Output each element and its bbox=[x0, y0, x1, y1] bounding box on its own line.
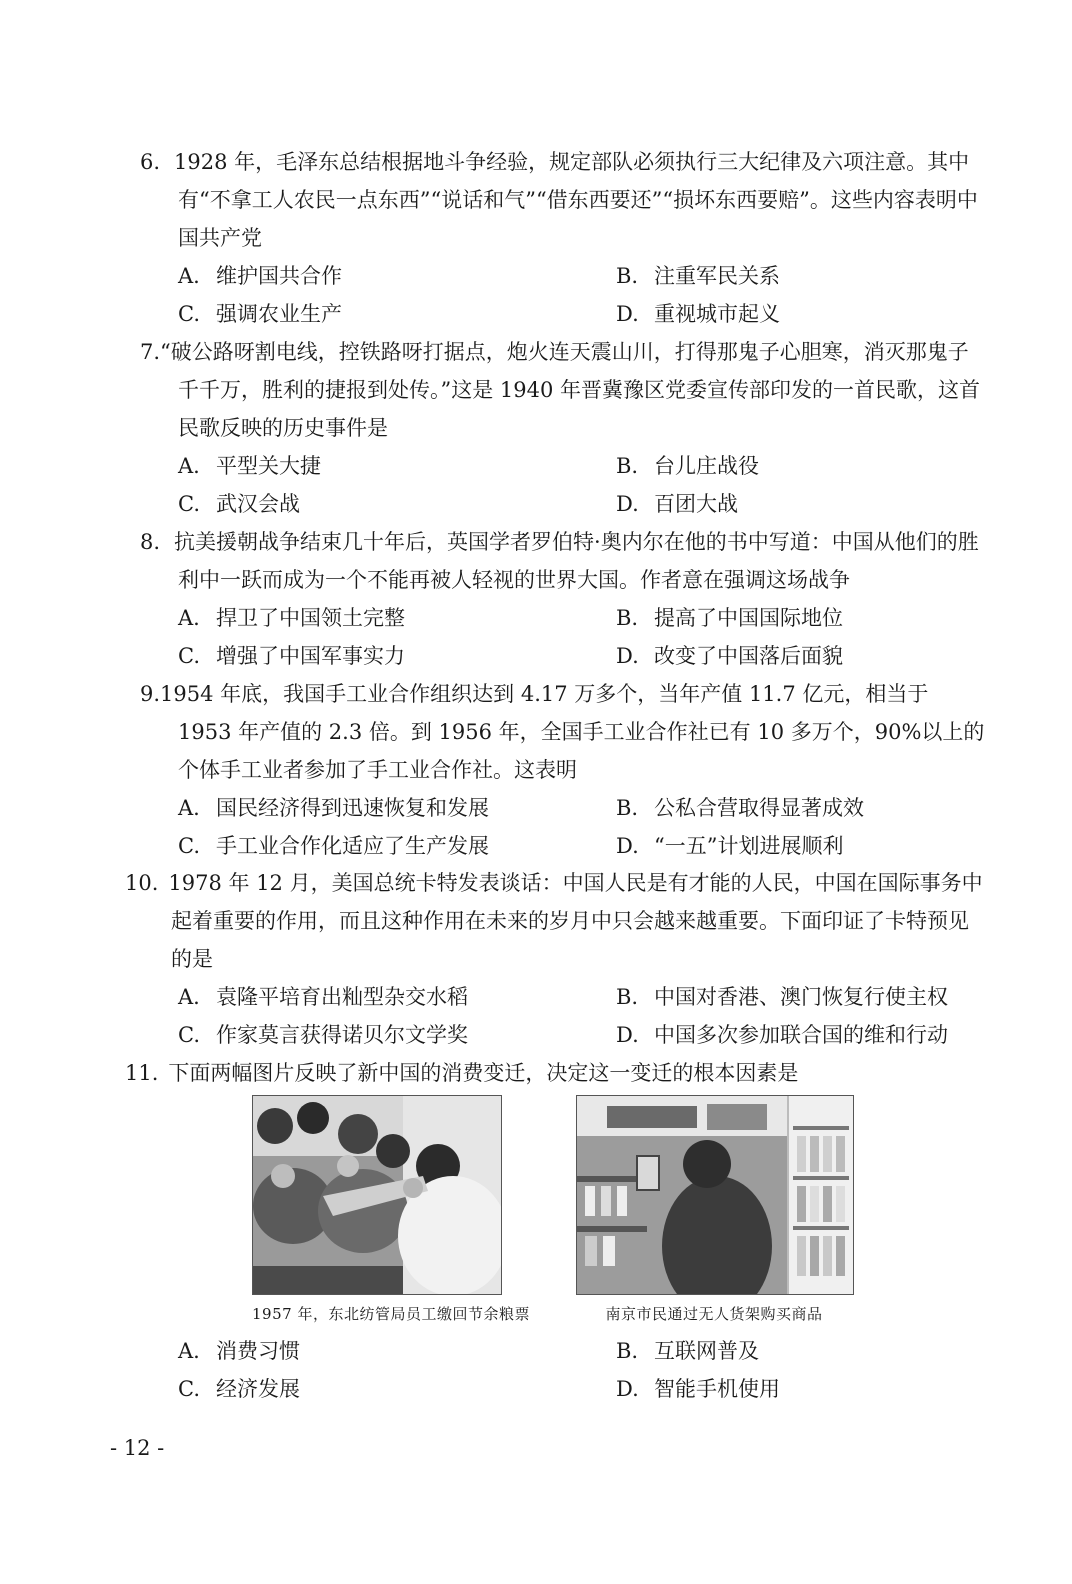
option-c[interactable]: C. 增强了中国军事实力 bbox=[178, 644, 405, 668]
figure-1 bbox=[252, 1095, 530, 1324]
question-stem: 1978 年 12 月，美国总统卡特发表谈话：中国人民是有才能的人民，中国在国际事务中起着重要的作用，而且这种作用在未来的岁月中只会越来越重要。下面印证了卡特预见的是 bbox=[168, 871, 983, 971]
figure-2 bbox=[576, 1095, 852, 1324]
question-number: 8. bbox=[140, 530, 161, 554]
option-a[interactable]: A. 袁隆平培育出籼型杂交水稻 bbox=[178, 985, 468, 1009]
question-number: 11. bbox=[125, 1061, 159, 1085]
question-number: 10. bbox=[125, 871, 159, 895]
figure-2-caption: 南京市民通过无人货架购买商品 bbox=[605, 1305, 823, 1323]
option-c[interactable]: C. 强调农业生产 bbox=[178, 302, 342, 326]
question-9 bbox=[140, 675, 985, 865]
question-11-options bbox=[125, 1332, 985, 1408]
options bbox=[140, 599, 985, 675]
question-stem: 1954 年底，我国手工业合作组织达到 4.17 万多个，当年产值 11.7 亿元，相当于 1953 年产值的 2.3 倍。到 1956 年，全国手工业合作社已有 10 多万个，90%以上的个体手工业者参加了手工业合作社。这表明 bbox=[160, 682, 985, 782]
option-c[interactable]: C. 武汉会战 bbox=[178, 492, 300, 516]
question-stem: 下面两幅图片反映了新中国的消费变迁，决定这一变迁的根本因素是 bbox=[168, 1061, 799, 1085]
option-b[interactable]: B. 中国对香港、澳门恢复行使主权 bbox=[616, 985, 948, 1009]
option-d[interactable]: D. 改变了中国落后面貌 bbox=[616, 644, 843, 668]
option-a[interactable]: A. 维护国共合作 bbox=[178, 264, 342, 288]
question-6 bbox=[140, 143, 985, 333]
options bbox=[140, 257, 985, 333]
options bbox=[125, 1332, 985, 1408]
photo-grain-coupons bbox=[252, 1095, 502, 1295]
question-number: 9. bbox=[140, 682, 161, 706]
option-d[interactable]: D. 百团大战 bbox=[616, 492, 738, 516]
option-d[interactable]: D. 智能手机使用 bbox=[616, 1377, 780, 1401]
option-c[interactable]: C. 手工业合作化适应了生产发展 bbox=[178, 834, 489, 858]
figures bbox=[200, 1095, 880, 1335]
question-stem: 抗美援朝战争结束几十年后，英国学者罗伯特·奥内尔在他的书中写道：中国从他们的胜利中一跃而成为一个不能再被人轻视的世界大国。作者意在强调这场战争 bbox=[174, 530, 979, 592]
page-number: - 12 - bbox=[110, 1436, 165, 1460]
question-7 bbox=[140, 333, 985, 523]
option-d[interactable]: D. “一五”计划进展顺利 bbox=[616, 834, 844, 858]
photo-unmanned-shelf-image bbox=[577, 1096, 853, 1294]
question-11 bbox=[125, 1054, 985, 1092]
option-b[interactable]: B. 互联网普及 bbox=[616, 1339, 759, 1363]
question-10 bbox=[125, 864, 985, 1054]
options bbox=[140, 447, 985, 523]
option-b[interactable]: B. 台儿庄战役 bbox=[616, 454, 759, 478]
question-number: 7. bbox=[140, 340, 161, 364]
option-d[interactable]: D. 中国多次参加联合国的维和行动 bbox=[616, 1023, 948, 1047]
option-c[interactable]: C. 经济发展 bbox=[178, 1377, 300, 1401]
option-b[interactable]: B. 公私合营取得显著成效 bbox=[616, 796, 864, 820]
option-a[interactable]: A. 平型关大捷 bbox=[178, 454, 321, 478]
question-stem: “破公路呀割电线，控铁路呀打据点，炮火连天震山川，打得那鬼子心胆寒，消灭那鬼子千千万，胜利的捷报到处传。”这是 1940 年晋冀豫区党委宣传部印发的一首民歌，这首民歌反映的历史事件是 bbox=[160, 340, 981, 440]
photo-grain-coupons-image bbox=[253, 1096, 501, 1294]
question-stem: 1928 年，毛泽东总结根据地斗争经验，规定部队必须执行三大纪律及六项注意。其中有“不拿工人农民一点东西”“说话和气”“借东西要还”“损坏东西要赔”。这些内容表明中国共产党 bbox=[174, 150, 978, 250]
figure-1-caption: 1957 年，东北纺管局员工缴回节余粮票 bbox=[252, 1305, 530, 1323]
option-d[interactable]: D. 重视城市起义 bbox=[616, 302, 780, 326]
question-number: 6. bbox=[140, 150, 161, 174]
option-a[interactable]: A. 国民经济得到迅速恢复和发展 bbox=[178, 796, 489, 820]
options bbox=[140, 789, 985, 865]
option-a[interactable]: A. 消费习惯 bbox=[178, 1339, 300, 1363]
options bbox=[125, 978, 985, 1054]
option-b[interactable]: B. 注重军民关系 bbox=[616, 264, 780, 288]
option-b[interactable]: B. 提高了中国国际地位 bbox=[616, 606, 843, 630]
question-8 bbox=[140, 523, 985, 675]
option-a[interactable]: A. 捍卫了中国领土完整 bbox=[178, 606, 405, 630]
photo-unmanned-shelf bbox=[576, 1095, 854, 1295]
option-c[interactable]: C. 作家莫言获得诺贝尔文学奖 bbox=[178, 1023, 468, 1047]
